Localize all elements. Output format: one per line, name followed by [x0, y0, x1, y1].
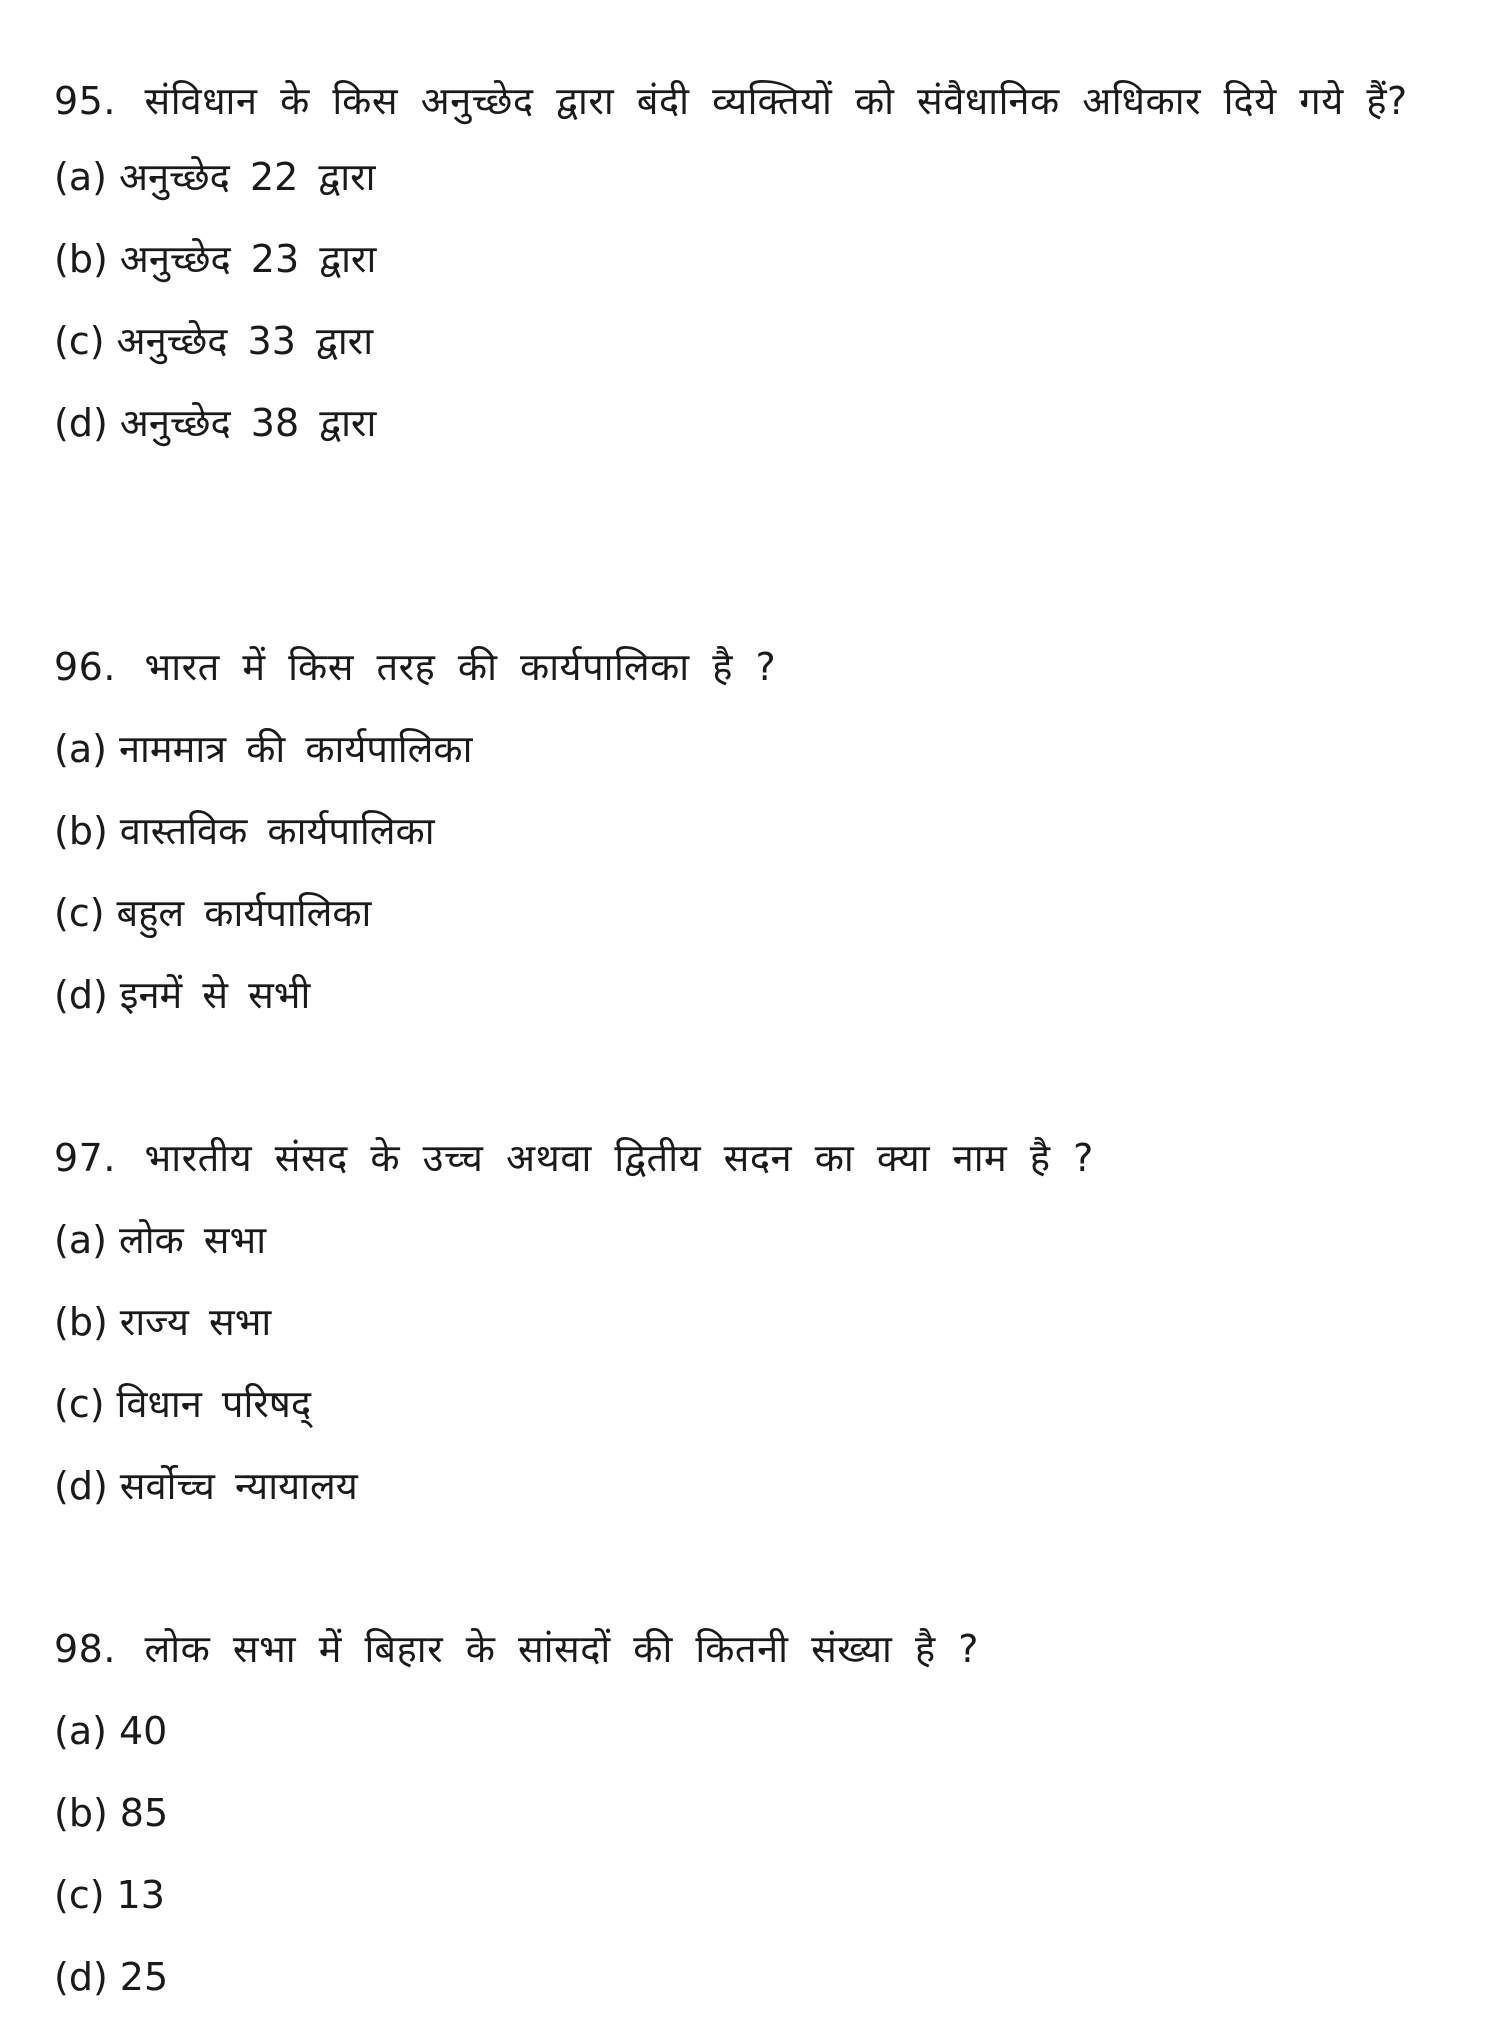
option-c: [54, 1854, 1434, 1936]
option-key: (b): [54, 237, 108, 281]
option-text: 13: [116, 1873, 165, 1917]
option-text: इनमें से सभी: [119, 973, 311, 1017]
option-a: [54, 708, 1434, 790]
option-a: [54, 136, 1434, 218]
question-body: संविधान के किस अनुच्छेद द्वारा बंदी व्यक्तियों को संवैधानिक अधिकार दिये गये हैं?: [144, 79, 1408, 123]
option-a: [54, 1199, 1434, 1281]
option-text: वास्तविक कार्यपालिका: [119, 809, 435, 853]
question-text: [54, 1117, 1434, 1199]
option-c: [54, 872, 1434, 954]
question-body: लोक सभा में बिहार के सांसदों की कितनी संख्या है ?: [144, 1627, 979, 1671]
question-97: [54, 1117, 1434, 1527]
question-body: भारतीय संसद के उच्च अथवा द्वितीय सदन का क्या नाम है ?: [144, 1136, 1094, 1180]
option-text: 40: [118, 1709, 168, 1753]
option-key: (d): [54, 973, 108, 1017]
option-c: [54, 1363, 1434, 1445]
option-a: [54, 1690, 1434, 1772]
question-body: भारत में किस तरह की कार्यपालिका है ?: [144, 645, 777, 689]
option-list: [54, 1199, 1434, 1527]
option-text: विधान परिषद्: [116, 1382, 312, 1426]
option-c: [54, 300, 1434, 382]
option-b: [54, 790, 1434, 872]
option-key: (c): [54, 1873, 105, 1917]
option-list: [54, 708, 1434, 1036]
option-key: (a): [54, 727, 107, 771]
option-key: (d): [54, 1464, 108, 1508]
option-b: [54, 218, 1434, 300]
option-d: [54, 1936, 1434, 2018]
question-number: 97.: [54, 1136, 116, 1180]
question-text: [54, 1608, 1434, 1690]
option-text: अनुच्छेद 38 द्वारा: [119, 401, 377, 445]
question-text: [54, 626, 1434, 708]
question-number: 98.: [54, 1627, 116, 1671]
option-list: [54, 1690, 1434, 2018]
option-key: (d): [54, 1955, 108, 1999]
option-d: [54, 1445, 1434, 1527]
option-key: (b): [54, 809, 108, 853]
question-95: [54, 66, 1434, 464]
option-key: (a): [54, 1709, 107, 1753]
option-key: (d): [54, 401, 108, 445]
question-98: [54, 1608, 1434, 2018]
option-key: (a): [54, 1218, 107, 1262]
option-text: सर्वोच्च न्यायालय: [119, 1464, 358, 1508]
option-key: (a): [54, 155, 107, 199]
option-text: नाममात्र की कार्यपालिका: [118, 727, 473, 771]
option-text: अनुच्छेद 23 द्वारा: [119, 237, 377, 281]
option-key: (b): [54, 1300, 108, 1344]
option-text: बहुल कार्यपालिका: [116, 891, 372, 935]
option-text: राज्य सभा: [119, 1300, 272, 1344]
option-key: (c): [54, 1382, 105, 1426]
option-b: [54, 1772, 1434, 1854]
option-d: [54, 954, 1434, 1036]
option-text: 25: [119, 1955, 169, 1999]
option-text: 85: [119, 1791, 169, 1835]
option-b: [54, 1281, 1434, 1363]
option-text: अनुच्छेद 33 द्वारा: [116, 319, 374, 363]
option-key: (b): [54, 1791, 108, 1835]
option-text: अनुच्छेद 22 द्वारा: [118, 155, 376, 199]
question-96: [54, 626, 1434, 1036]
question-number: 96.: [54, 645, 116, 689]
option-key: (c): [54, 319, 105, 363]
option-d: [54, 382, 1434, 464]
option-key: (c): [54, 891, 105, 935]
question-number: 95.: [54, 79, 116, 123]
option-list: [54, 136, 1434, 464]
question-text: [54, 66, 1434, 136]
option-text: लोक सभा: [118, 1218, 267, 1262]
